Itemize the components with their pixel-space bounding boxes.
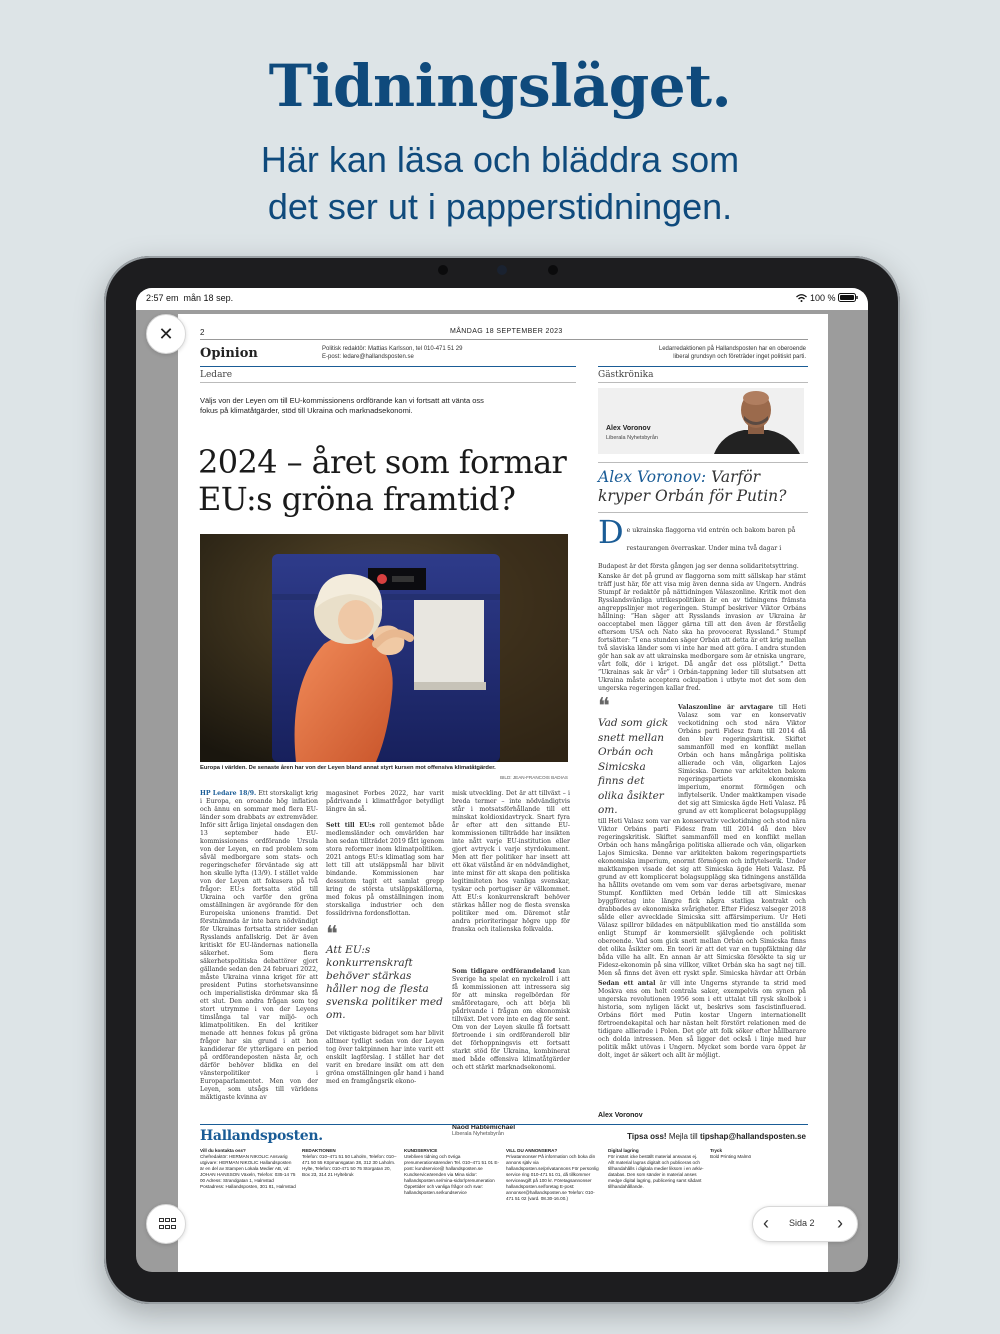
thin-rule xyxy=(598,512,808,513)
footer-col-print: Tryck Bold Printing Malmö xyxy=(710,1148,752,1159)
column-body-3: Sedan ett antal år vill inte Ungerns styrande ta strid med Moskva ens om helt centrala saker, exempelvis om synen på ungerska revolutionen 1956 som i ett uttalat till rysk skolbok i historia, som nyligen läckt ut, beskrivs som fascistinfluerad. Orbáns flört med Putin kostar Ungern internationellt förtroendekapital och har nästan helt förstört relationen med de tidigare allierade i Polen. Det gör att folk söker efter hållbarare och dolda intressen. Men så ligger det också i linje med hur politik måkt utövas i Ungern. Mycket som borde vara öppet är dolt, inget är säkert och allt är möjligt. xyxy=(598,980,806,1059)
thin-rule xyxy=(598,462,808,463)
promo-title: Tidningsläget. xyxy=(268,52,732,120)
page-indicator: Sida 2 xyxy=(789,1218,815,1228)
section-title: Opinion xyxy=(200,346,258,361)
columnist-portrait xyxy=(708,388,804,454)
page-number: 2 xyxy=(200,328,205,337)
promo-subtitle-line-2: det ser ut i papperstidningen. xyxy=(267,186,733,227)
editorial-pullquote: Att EU:s konkurrenskraft behöver stärkas håller nog de flesta svenska politiker med om. xyxy=(326,944,443,1021)
status-right xyxy=(796,293,858,303)
thin-rule xyxy=(598,382,808,383)
editorial-column-2: magasinet Forbes 2022, har varit pådrivande i klimatfrågor betydligt längre än så. Sett till EU:s roll gentemot både medlemsländer och omvärlden har hon sedan tillträdet 2019 fått igenom stora reformer inom klimatpolitiken. 2021 antogs EU:s klimatlag som har lett till att utsläppsmål har blivit bindande. Kommissionen har dessutom tagit ett samlat grepp kring de största utsläppskällorna, med fokus på omställningen inom storskaliga industrier och den fossildrivna fordonsflottan. ❝ Att EU:s konkurrenskraft behöver stärkas håller nog de flesta svenska politiker med om. Det viktigaste bidraget som har blivit alltmer tydligt sedan von der Leyen tog över taktpinnen har inte varit ett enskilt lagförslag. I stället har det varit en bredare insikt om att den gröna omställningen går hand i hand med en framgångsrik ekono- xyxy=(326,790,444,1085)
editorial-author: Naod Habtemichael xyxy=(452,1124,516,1131)
photo-credit: BILD: JEAN-FRANCOIS BADIAS xyxy=(500,775,568,780)
ledare-rule xyxy=(200,366,576,367)
tablet-screen xyxy=(136,288,868,1272)
column-body-2: Valaszonline är arvtagare till Heti Valasz som var en konservativ veckotidning och stod nära Viktor Orbáns parti Fidesz fram till 2014 då den blev regeringskritisk. Skiftet sammanföll med en konflikt mellan Orbán och hans mångåriga politiska allierade och vän, oligarken Lajos Simicska. Denne var arkitekten bakom regeringspartiets ekonomiska imperium, enormt förmögen och inflytelserik. Under maktkampen visade det sig att Simicska ägde Heti Valasz. På grund av ett komplicerat bolagsupplägg xyxy=(678,704,806,815)
camera-lens xyxy=(497,265,507,275)
wifi-icon xyxy=(796,294,807,302)
sensor-dot xyxy=(438,265,448,275)
promo-subtitle-line-1: Här kan läsa och bläddra som xyxy=(260,139,740,180)
editorial-column-3: misk utveckling. Det är att tillväxt – i breda termer – inte nödvändigtvis står i motsatsförhållande till ett minskat koldioxidavtryck. Snart fyra år efter att den sittande EU-kommissionen tillträdde har insikten inte nått varje EU-institution eller gjort avtryck i varje styrdokument. Men att fler politiker har insett att ett ökat välstånd är en nödvändighet, inte minst för att skapa den politiska legitimiteten hos vanliga svenskar, tyskar och portugiser är välkommet. Att EU:s konkurrenskraft behöver stärkas håller nog de flesta svenska politiker med om. Däremot står andra prioriteringar högre upp för franska och italienska folkvalda. Som tidigare ordförandeland kan Sverige ha spelat en nyckelroll i att få kommissionen att intressera sig för att minska regelbördan för småföretagare, och att börja bli pådrivande i frågan om ekonomisk tillväxt. Det vore inte en dag för sent. Om von der Leyen skulle få fortsatt förtroende i sin ordföranderoll blir det förhoppningsvis ett fortsatt starkt stöd för Ukraina, kombinerat med både offensiva klimatåtgärder och ett stärkt marknadsekonomi. Naod Habtemichael Liberala Nyhetsbyrån xyxy=(452,790,570,1137)
footer-col-contact: Vill du kontakta oss? Chefredaktör: HERMAN NIKOLIC Ansvarig utgivare: HERMAN NIKOLIC Hallandsposten är en del av Stampen Lokala Medier AB, vd: JOHAN HANSSON Växeln, Telefon: 035-14 75 00 Adress: Strandgatan 1, Halmstad Postadress: Hallandsposten, 301 81, Halmstad xyxy=(200,1148,296,1189)
quote-mark-icon: ❝ xyxy=(598,694,610,719)
columnist-portrait-box xyxy=(598,388,804,454)
newspaper-page[interactable] xyxy=(178,314,828,1272)
footer-col-customer-service: KUNDSERVICE Utebliven tidning och övriga prenumerationsärenden Tel. 010–471 51 01 E-post: kundservice@ hallandsposten.se Kundserviceärenden via Mina sidor: hallandsposten.se/mina-sidor/prenumeration Öppettider och vanliga frågor och svar: hallandsposten.se/kundservice xyxy=(404,1148,499,1195)
status-time: 2:57 em mån 18 sep. xyxy=(146,293,234,303)
editorial-ingress: Väljs von der Leyen om till EU-kommissionens ordförande kan vi fortsatt att vänta oss fokus på klimatåtgärder, stöd till Ukraina och marknadsekonomi. xyxy=(200,396,484,415)
promo-subtitle xyxy=(0,136,1000,230)
editor-info: Politisk redaktör: Mattias Karlsson, tel 010-471 51 29 E-post: ledare@hallandsposten.se xyxy=(322,346,463,360)
label-gastkronika: Gästkrönika xyxy=(598,370,654,380)
photo-caption: Europa i världen. De senaste åren har von der Leyen bland annat styrt kursen mot offensiva klimatåtgärder. xyxy=(200,765,496,771)
footer-col-editorial: REDAKTIONEN Telefon: 010–471 51 50 Laholm, Telefon: 010–471 50 55 Köpmansgatan 38, 312 30 Laholm. Hylte, Telefon: 010-471 50 75 Storgatan 20, Box 23, 314 21 Hyltebruk xyxy=(302,1148,397,1177)
editorial-headline: 2024 – året som formar EU:s gröna framtid? xyxy=(198,443,567,518)
battery-icon xyxy=(838,293,858,302)
footer-brand: Hallandsposten. xyxy=(200,1128,323,1144)
tablet-frame xyxy=(104,256,900,1304)
page-navigator xyxy=(752,1206,858,1242)
columnist-org: Liberala Nyhetsbyrån xyxy=(606,435,658,441)
battery-percent: 100 % xyxy=(809,293,836,303)
column-signature: Alex Voronov xyxy=(598,1112,643,1119)
footer-col-digital-storage: Digital lagring För insänt icke beställt material ansvaras ej. Allt material lagras digitalt och publiceras och tillhandahålls i digitala medier liksom i en arkiv-databas. Den som sänder in material anses medge digital lagring, publicering samt sådant tillhandahållande. xyxy=(608,1148,704,1189)
page-date: MÅNDAG 18 SEPTEMBER 2023 xyxy=(450,328,563,335)
sensor-dot xyxy=(548,265,558,275)
next-page-button[interactable]: › xyxy=(837,1213,843,1233)
column-headline: Alex Voronov: Varför kryper Orbán för Putin? xyxy=(598,468,787,505)
editorial-author-org: Liberala Nyhetsbyrån xyxy=(452,1131,504,1137)
editorial-column-1: HP Ledare 18/9. Ett storskaligt krig i Europa, en oroande hög inflation och ännu en sommar med flera EU-länder som drabbats av extremväder. Inför sitt årliga linjetal onsdagen den 13 september hade EU-kommissionens ordförande Ursula von der Leyen, en rad problem som såväl medborgare som stats- och regeringschefer förväntade sig att hon skulle lyfta (13/9). I stället valde von der Leyen att fokusera på två frågor: EU:s fortsatta stöd till Ukraina och varför den gröna omställningen är avgörande för den Europeiska unionens framtid. Det förstnämnda är inte bara nödvändigt för Ukrainas fortsatta strider sedan Rysslands anfallskrig. Det är även kritiskt för EU-ländernas nationella säkerhet. Som flera säkerhetspolitiska debattörer gjort gällande sedan den 24 februari 2022, måste Ukraina vinna kriget för att president Putins storhetsvansinne och imperialistiska drömmar ska få ett slut. Den andra frågan som tog stort utrymme i von der Leyens timslånga tal var miljö- och klimatpolitiken. En del kritiker menade att hennes fokus på gröna frågor har sin grund i att hon kandiderar för ytterligare en period på ordförandeposten nästa år, och därför behöver blidka en del vänsterpolitiker i Europaparlamentet. Men von der Leyen, som utsågs till världens mäktigaste kvinna av xyxy=(200,790,318,1101)
thin-rule xyxy=(200,382,576,383)
editorial-disclaimer: Ledarredaktionen på Hallandsposten har en oberoende liberal grundsyn och företräder inget politiskt parti. xyxy=(658,346,806,360)
footer-columns xyxy=(200,1148,808,1228)
column-lead-body: D e ukrainska flaggorna vid entrén och bakom baren på restaurangen överraskar. Under mina två dagar i Budapest är det första gången jag ser denna solidaritetsyttring. Kanske är det på grund av flaggorna som mitt sällskap har stämt träff just här, för att visa mig även denna sida av Ungern. András Stumpf är redaktör på nättidningen Válaszonline. Kritik mot den Rysslandsvänliga utrikespolitiken är en av tidningens främsta angreppslinjer mot regeringen. Stumpf beskriver Viktor Orbáns hållning: ”Han säger att Rysslands invasion av Ukraina är oacceptabel men lägger gärna till att den även är förståelig eftersom USA och Nato ska ha provocerat Ryssland.” Stumpf fortsätter: ”I ena stunden säger Orbán att detta är ett krig mellan två slaviska länder som vi inte har med att göra. I andra stunden gör han sak av att ukrainska medborgare som är etniska ungrare, vårt folk, dör i kriget. Då angår det oss plötsligt.” Detta ”Ukrainas sak är vår” i Orbán-tappning leder till slutsatsen att Ukraina måste acceptera ockupation i utbyte mot det som den ungerska regeringen kallar fred. xyxy=(598,519,806,692)
dropcap: D xyxy=(598,519,624,551)
close-button[interactable]: ✕ xyxy=(146,314,186,354)
label-ledare: Ledare xyxy=(200,370,233,380)
footer-tips: Tipsa oss! Mejla till tipshap@hallandsposten.se xyxy=(627,1132,806,1141)
quote-mark-icon: ❝ xyxy=(326,922,338,947)
gastkronika-rule xyxy=(598,366,808,367)
column-pullquote: Vad som gick snett mellan Orbán och Simicska finns det olika åsikter om. xyxy=(598,717,669,816)
status-bar xyxy=(136,288,868,310)
page-overview-button[interactable] xyxy=(146,1204,186,1244)
previous-page-button[interactable]: ‹ xyxy=(763,1213,769,1233)
top-rule xyxy=(200,339,808,340)
column-body-2-continued: till Heti Valasz som var en konservativ veckotidning och stod nära Viktor Orbáns parti Fidesz fram till 2014 då den blev regeringskritisk. Skiftet sammanföll med en konflikt mellan Orbán och hans mångåriga politiska allierade och vän, oligarken Lajos Simicska. Denne var arkitekten bakom regeringspartiets ekonomiska imperium, enormt förmögen och inflytelserik. Under maktkampen visade det sig att Simicska ägde Heti Valasz. På grund av ett komplicerat bolagsupplägg ska tidningens anställda ha hållits ovetande om vem som var deras arbetsgivare, menar Stumpf. Konflikten med Orbán ledde till att Simicskas byggföretag inte längre fick några statliga kontrakt och drabbades av ekonomiska svårigheter. Efter Fidesz valseger 2018 sålde eller avvecklade Simicska sitt affärsimperium. Ur Heti Válasz spillror bildades en nätpublikation med tio anställda som enligt Stumpf är kommersiellt självgående och politiskt oberoende. Vad som gick snett mellan Orbán och Simicska finns det olika åsikter om. En teori är att det var en tuppfäktning där båda ville ha allt. En annan är att Simicska försökte ta sig ur Fidesz-ekonomin på sina villkor, vilket Orbán ska ha sagt nej till. Men så finns det även ett ryskt spår. Simicska hävdar att Orbán xyxy=(598,818,806,977)
editorial-photo xyxy=(200,534,568,762)
footer-col-advertising: VILL DU ANNONSERA? Privatannonser På information och boka din annons själv via hallandsposten.se/privatannons För personlig service ring 010-471 51 01, då tillkommer serviceavgift på 100 kr. Företagsannonser hallandsposten.se/foretag E-post: annonser@hallandsposten.se Telefon: 010-471 51 02 (vard. 08.30-16.00.) xyxy=(506,1148,599,1201)
columnist-name: Alex Voronov xyxy=(606,425,651,432)
footer-rule xyxy=(200,1124,808,1125)
column-pullquote-box xyxy=(598,694,670,818)
